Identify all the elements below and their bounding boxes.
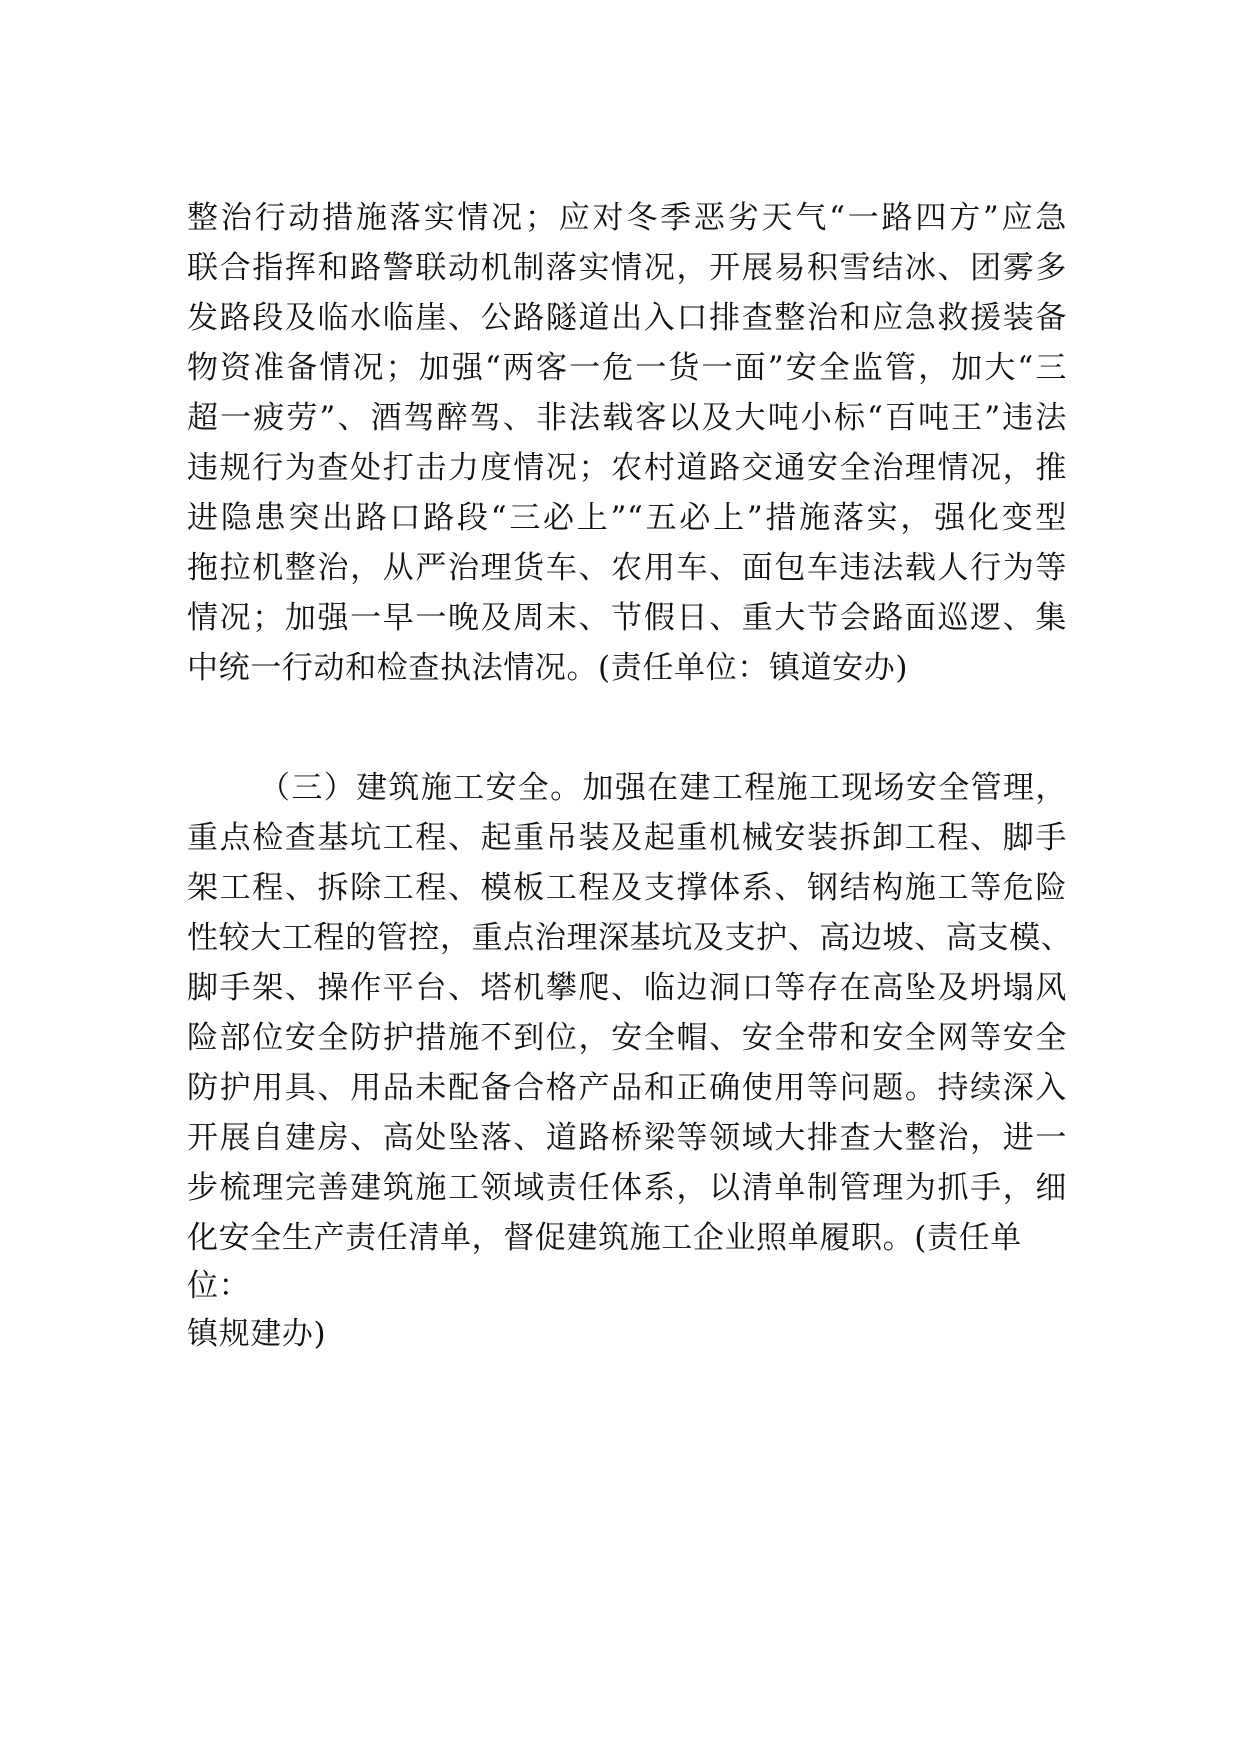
- text-line: 防护用具、用品未配备合格产品和正确使用等问题。持续深入: [187, 1070, 1067, 1106]
- text-line: 重点检查基坑工程、起重吊装及起重机械安装拆卸工程、脚手: [187, 820, 1067, 856]
- text-line: 违规行为查处打击力度情况；农村道路交通安全治理情况，推: [187, 450, 1067, 486]
- text-line: 脚手架、操作平台、塔机攀爬、临边洞口等存在高坠及坍塌风: [187, 970, 1067, 1006]
- text-line: 化安全生产责任清单，督促建筑施工企业照单履职。(责任单: [187, 1220, 1022, 1256]
- text-line: 性较大工程的管控，重点治理深基坑及支护、高边坡、高支模、: [187, 920, 1073, 956]
- section-heading-line: （三）建筑施工安全。加强在建工程施工现场安全管理，: [259, 770, 1067, 806]
- text-line: 整治行动措施落实情况；应对冬季恶劣天气“一路四方”应急: [187, 200, 1067, 236]
- text-line: 中统一行动和检查执法情况。(责任单位：镇道安办): [187, 650, 909, 686]
- text-line: 超一疲劳”、酒驾醉驾、非法载客以及大吨小标“百吨王”违法: [187, 400, 1067, 436]
- text-line: 情况；加强一早一晚及周末、节假日、重大节会路面巡逻、集: [187, 600, 1067, 636]
- text-line: 位：: [187, 1268, 251, 1304]
- text-line: 拖拉机整治，从严治理货车、农用车、面包车违法载人行为等: [187, 550, 1067, 586]
- text-line: 开展自建房、高处坠落、道路桥梁等领域大排查大整治，进一: [187, 1120, 1067, 1156]
- text-line: 步梳理完善建筑施工领域责任体系，以清单制管理为抓手，细: [187, 1170, 1067, 1206]
- text-line: 联合指挥和路警联动机制落实情况，开展易积雪结冰、团雾多: [187, 250, 1067, 286]
- text-line: 物资准备情况；加强“两客一危一货一面”安全监管，加大“三: [187, 350, 1067, 386]
- text-line: 架工程、拆除工程、模板工程及支撑体系、钢结构施工等危险: [187, 870, 1067, 906]
- text-line: 镇规建办): [187, 1316, 327, 1352]
- text-line: 险部位安全防护措施不到位，安全帽、安全带和安全网等安全: [187, 1020, 1067, 1056]
- text-line: 发路段及临水临崖、公路隧道出入口排查整治和应急救援装备: [187, 300, 1067, 336]
- text-line: 进隐患突出路口路段“三必上”“五必上”措施落实，强化变型: [187, 500, 1067, 536]
